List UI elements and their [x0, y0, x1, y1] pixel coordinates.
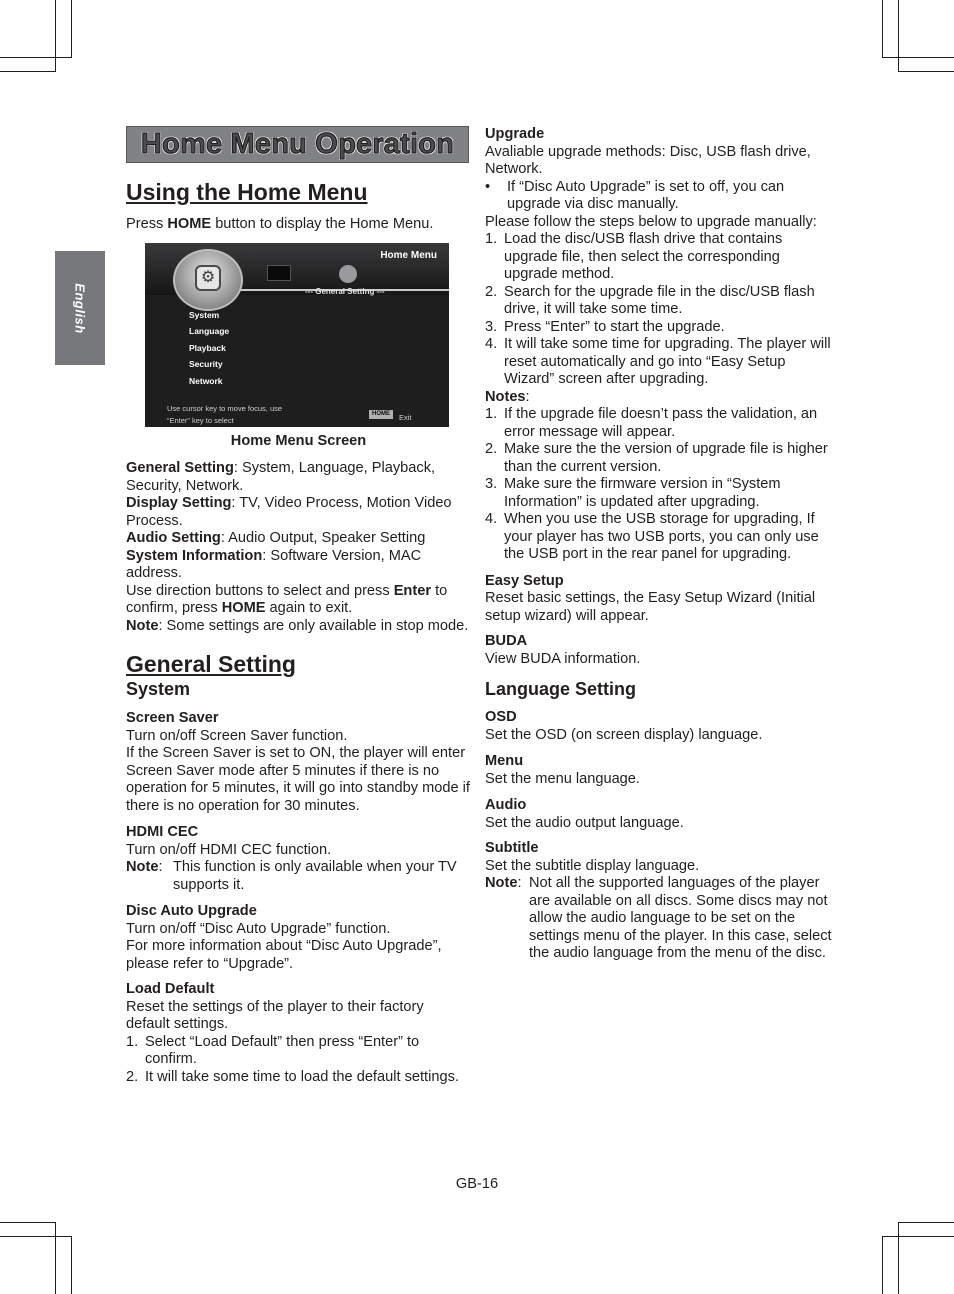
screen-exit-label: Exit: [399, 412, 412, 422]
crop-mark: [898, 0, 899, 72]
load-default-steps: [126, 1034, 471, 1087]
crop-mark: [55, 0, 56, 72]
crop-mark: [0, 57, 72, 58]
menu-item-description: General Setting: System, Language, Playback, Security, Network.: [126, 460, 436, 494]
screen-menu-list: [189, 307, 229, 390]
upgrade-notes-label: Notes:: [485, 388, 530, 405]
hdmi-cec-note: Note: This function is only available when your TV supports it.: [126, 859, 457, 893]
crop-mark: [898, 1222, 899, 1294]
upgrade-steps: [485, 231, 833, 389]
settings-gear-icon: ⚙: [195, 265, 221, 291]
screen-menu-item: Network: [189, 375, 223, 386]
list-item: • If “Disc Auto Upgrade” is set to off, you can upgrade via disc manually.: [485, 178, 785, 212]
language-side-tab: [55, 251, 105, 365]
audio-heading: Audio: [485, 797, 527, 813]
screen-subtitle: --- General Setting ---: [305, 286, 385, 296]
screen-hint: Use cursor key to move focus, use “Enter” key to select: [167, 403, 283, 425]
list-item: 4. It will take some time for upgrading. The player will reset automatically and go into “Easy Setup Wizard” screen after upgrading.: [485, 336, 831, 387]
list-item: 1. If the upgrade file doesn’t pass the validation, an error message will appear.: [485, 406, 818, 440]
menu-item-description: Audio Setting: Audio Output, Speaker Setting: [126, 530, 426, 546]
list-item: 4. When you use the USB storage for upgrading, If your player has two USB ports, you can only use the USB port in the rear panel for upgrading.: [485, 511, 819, 562]
load-default-heading: Load Default: [126, 981, 215, 997]
crop-mark: [0, 71, 56, 72]
screen-title: Home Menu: [380, 249, 437, 261]
direction-instructions: Use direction buttons to select and press Enter to confirm, press HOME again to exit.: [126, 582, 448, 616]
crop-mark: [0, 1236, 72, 1237]
hdmi-cec-text: Turn on/off HDMI CEC function.: [126, 841, 332, 858]
banner-title: Home Menu Operation: [140, 127, 455, 160]
upgrade-bullet: [485, 179, 833, 214]
buda-text: View BUDA information.: [485, 650, 641, 667]
upgrade-text: Please follow the steps below to upgrade manually:: [485, 213, 817, 230]
screen-saver-text: Turn on/off Screen Saver function.: [126, 727, 348, 744]
side-tab-label: English: [72, 282, 88, 334]
language-setting-heading: Language Setting: [485, 679, 637, 699]
screen-menu-item: Security: [189, 359, 223, 369]
right-column: [485, 126, 833, 963]
easy-setup-heading: Easy Setup: [485, 572, 564, 589]
buda-heading: BUDA: [485, 633, 528, 649]
using-home-menu-heading: Using the Home Menu: [126, 179, 368, 205]
osd-heading: OSD: [485, 709, 517, 725]
upgrade-text: Avaliable upgrade methods: Disc, USB flash drive, Network.: [485, 143, 811, 177]
system-heading: System: [126, 679, 191, 699]
movie-icon: [267, 265, 291, 281]
screen-saver-text: If the Screen Saver is set to ON, the player will enter Screen Saver mode after 5 minutes if there is no operation for 5 minutes, it will go into standby mode if there is no operation for 30 minutes.: [126, 745, 470, 814]
menu-item-description: Display Setting: TV, Video Process, Motion Video Process.: [126, 495, 452, 529]
general-setting-heading: General Setting: [126, 651, 296, 677]
osd-text: Set the OSD (on screen display) language.: [485, 726, 763, 743]
crop-mark: [55, 1222, 56, 1294]
using-home-menu-text: Press HOME button to display the Home Menu.: [126, 216, 434, 232]
disc-auto-upgrade-text: Turn on/off “Disc Auto Upgrade” function.: [126, 920, 391, 937]
list-item: 3. Make sure the firmware version in “System Information” is updated after upgrading.: [485, 476, 781, 510]
section-banner: [126, 126, 469, 163]
stop-mode-note: Note: Some settings are only available in stop mode.: [126, 617, 469, 634]
music-icon: [339, 265, 357, 283]
crop-mark: [71, 1236, 72, 1294]
subtitle-text: Set the subtitle display language.: [485, 857, 700, 874]
audio-text: Set the audio output language.: [485, 814, 684, 831]
crop-mark: [882, 1236, 883, 1294]
crop-mark: [898, 71, 954, 72]
subtitle-heading: Subtitle: [485, 840, 539, 856]
disc-auto-upgrade-heading: Disc Auto Upgrade: [126, 903, 257, 919]
crop-mark: [71, 0, 72, 58]
load-default-text: Reset the settings of the player to their factory default settings.: [126, 998, 424, 1032]
screen-menu-item: Language: [189, 326, 230, 336]
crop-mark: [898, 1222, 954, 1223]
screen-saver-heading: Screen Saver: [126, 710, 219, 726]
upgrade-notes: [485, 406, 833, 564]
menu-text: Set the menu language.: [485, 770, 640, 787]
crop-mark: [882, 0, 883, 58]
list-item: 1. Select “Load Default” then press “Enter” to confirm.: [126, 1033, 420, 1067]
hdmi-cec-heading: HDMI CEC: [126, 824, 199, 840]
screen-home-button-icon: HOME: [369, 410, 393, 419]
crop-mark: [882, 57, 954, 58]
subtitle-note: Note: Not all the supported languages of the player are available on all discs. Some discs may not allow the audio language to be set on the settings menu of the player. In this case, select the audio language from the menu of the disc.: [485, 875, 832, 961]
screen-menu-item: Playback: [189, 342, 226, 353]
menu-heading: Menu: [485, 753, 524, 769]
list-item: 2. Search for the upgrade file in the disc/USB flash drive, it will take some time.: [485, 283, 815, 317]
list-item: 2. Make sure the the version of upgrade file is higher than the current version.: [485, 441, 828, 475]
screen-menu-item: System: [189, 309, 220, 320]
menu-item-description: System Information: Software Version, MAC address.: [126, 547, 422, 581]
list-item: 1. Load the disc/USB flash drive that contains upgrade file, then select the corresponding upgrade method.: [485, 231, 783, 282]
easy-setup-text: Reset basic settings, the Easy Setup Wizard (Initial setup wizard) will appear.: [485, 590, 816, 624]
home-menu-screenshot: [145, 243, 449, 427]
crop-mark: [0, 1222, 56, 1223]
disc-auto-upgrade-text: For more information about “Disc Auto Upgrade”, please refer to “Upgrade”.: [126, 938, 442, 972]
page-number: GB-16: [455, 1176, 499, 1192]
list-item: 3. Press “Enter” to start the upgrade.: [485, 318, 725, 335]
list-item: 2. It will take some time to load the default settings.: [126, 1068, 459, 1085]
left-column: [126, 126, 471, 1086]
upgrade-heading: Upgrade: [485, 126, 545, 142]
crop-mark: [882, 1236, 954, 1237]
figure-caption: Home Menu Screen: [230, 432, 367, 449]
